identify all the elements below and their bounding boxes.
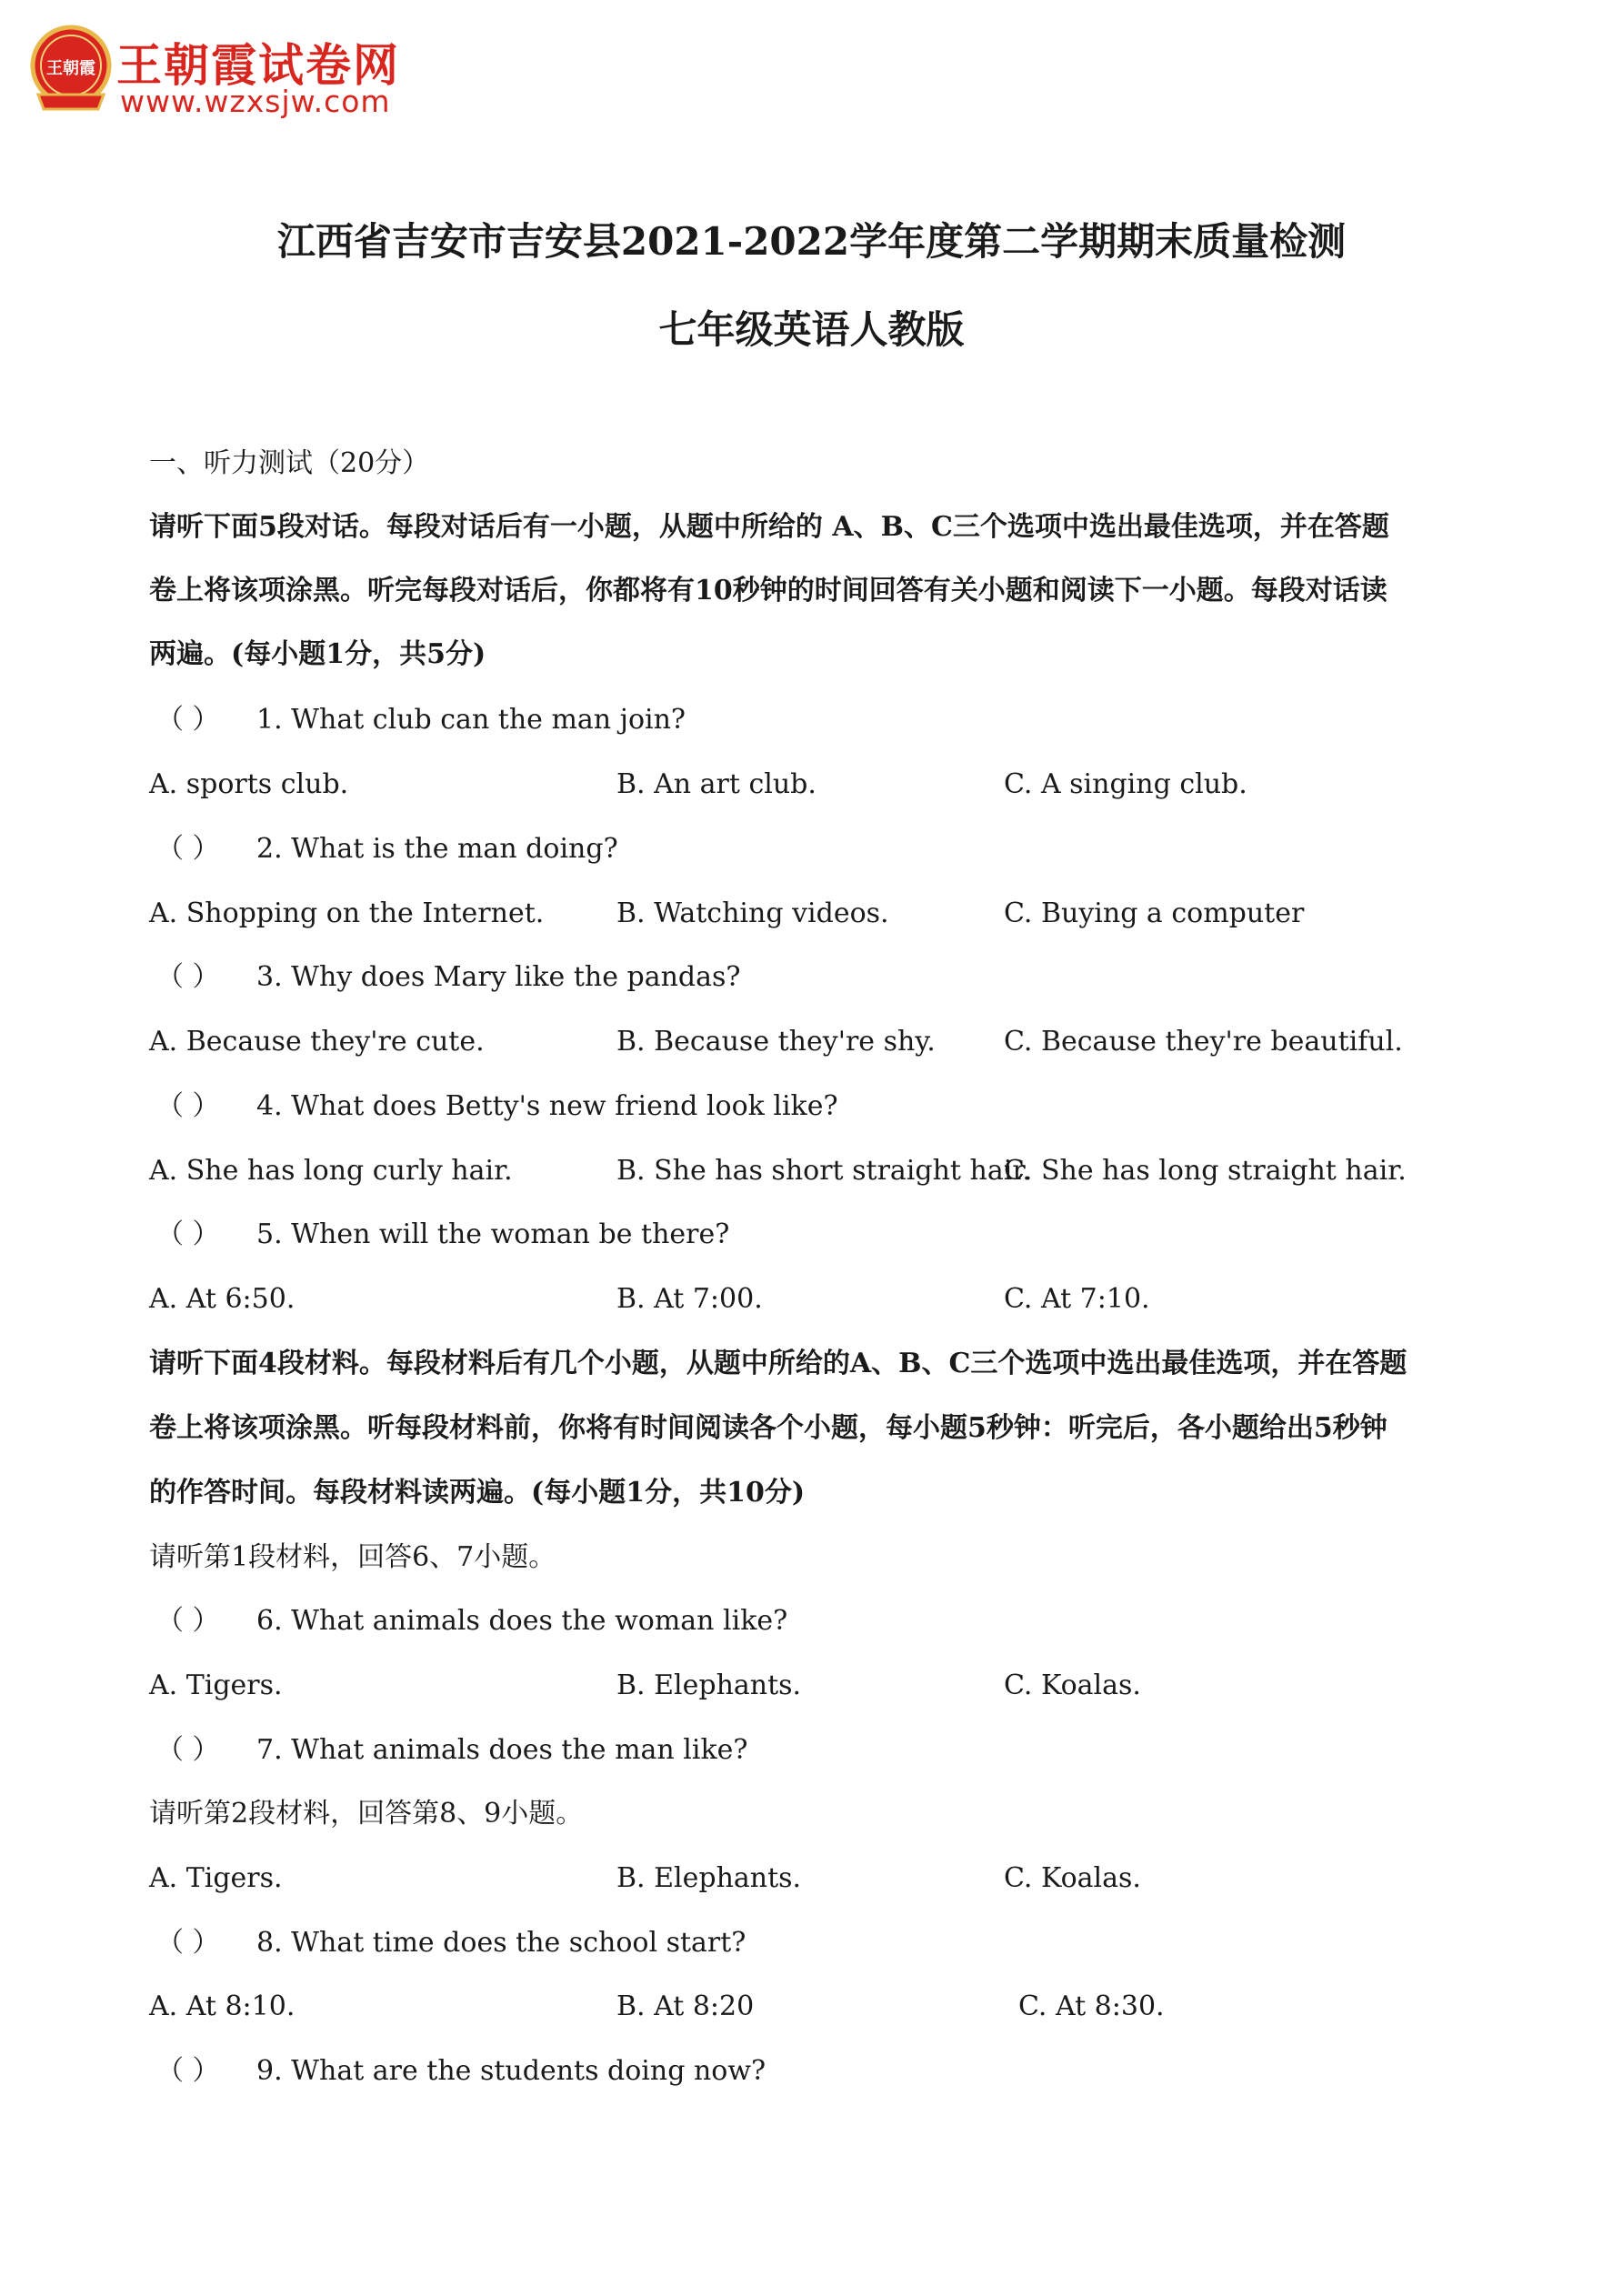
answer-blank[interactable]: （ ） (156, 704, 220, 736)
question-text: 5. When will the woman be there? (256, 1218, 730, 1250)
section-heading: 一、听力测试（20分） (149, 447, 430, 479)
option-a[interactable]: A. At 6:50. (149, 1283, 296, 1315)
material-note: 请听第1段材料，回答6、7小题。 (149, 1541, 556, 1573)
options-row (149, 1281, 1513, 1318)
option-b[interactable]: B. At 8:20 (616, 1990, 755, 2022)
option-a[interactable]: A. sports club. (149, 768, 349, 800)
document-subtitle: 七年级英语人教版 (658, 307, 965, 352)
instruction-line: 的作答时间。每段材料读两遍。(每小题1分，共10分) (149, 1477, 806, 1509)
option-c[interactable]: C. She has long straight hair. (1004, 1155, 1407, 1187)
option-b[interactable]: B. An art club. (616, 768, 817, 800)
options-row (149, 767, 1513, 803)
material-note: 请听第2段材料，回答第8、9小题。 (149, 1798, 584, 1830)
options-row (149, 1153, 1513, 1189)
answer-blank[interactable]: （ ） (156, 961, 220, 993)
option-c[interactable]: C. Koalas. (1004, 1862, 1141, 1894)
question (156, 1925, 746, 1961)
question-text: 9. What are the students doing now? (256, 2055, 766, 2087)
option-a[interactable]: A. Tigers. (149, 1862, 283, 1894)
answer-blank[interactable]: （ ） (156, 1218, 220, 1250)
option-a[interactable]: A. She has long curly hair. (149, 1155, 513, 1187)
answer-blank[interactable]: （ ） (156, 1605, 220, 1637)
option-b[interactable]: B. At 7:00. (616, 1283, 763, 1315)
instruction-line: 请听下面5段对话。每段对话后有一小题，从题中所给的 A、B、C三个选项中选出最佳选项，并在答题 (149, 511, 1389, 543)
option-a[interactable]: A. Tigers. (149, 1669, 283, 1701)
document-title: 江西省吉安市吉安县2021-2022学年度第二学期期末质量检测 (276, 219, 1347, 264)
logo-url[interactable]: www.wzxsjw.com (120, 84, 391, 119)
option-a[interactable]: A. Shopping on the Internet. (149, 897, 545, 929)
answer-blank[interactable]: （ ） (156, 2055, 220, 2087)
question-text: 8. What time does the school start? (256, 1927, 746, 1959)
option-c[interactable]: C. At 7:10. (1004, 1283, 1150, 1315)
question-text: 7. What animals does the man like? (256, 1734, 748, 1766)
option-c[interactable]: C. Because they're beautiful. (1004, 1026, 1403, 1058)
logo-badge-text: 王朝霞 (46, 59, 95, 78)
logo-badge-icon (25, 24, 116, 115)
option-c[interactable]: C. At 8:30. (1018, 1990, 1165, 2022)
question-text: 2. What is the man doing? (256, 833, 618, 865)
instruction-line: 请听下面4段材料。每段材料后有几个小题，从题中所给的A、B、C三个选项中选出最佳选项，并在答题 (149, 1348, 1408, 1379)
logo-name: 王朝霞试卷网 (116, 39, 400, 92)
options-row (149, 1860, 1513, 1897)
options-row (149, 896, 1513, 932)
question-text: 6. What animals does the woman like? (256, 1605, 788, 1637)
site-logo (25, 24, 407, 124)
question-text: 3. Why does Mary like the pandas? (256, 961, 741, 993)
answer-blank[interactable]: （ ） (156, 833, 220, 865)
answer-blank[interactable]: （ ） (156, 1090, 220, 1122)
question (156, 702, 686, 738)
question-text: 4. What does Betty's new friend look like? (256, 1090, 838, 1122)
option-b[interactable]: B. Elephants. (616, 1669, 802, 1701)
instruction-line: 卷上将该项涂黑。听完每段对话后，你都将有10秒钟的时间回答有关小题和阅读下一小题。每段对话读 (149, 575, 1388, 607)
option-b[interactable]: B. Because they're shy. (616, 1026, 936, 1058)
options-row (149, 1989, 1513, 2025)
option-a[interactable]: A. At 8:10. (149, 1990, 296, 2022)
option-c[interactable]: C. Koalas. (1004, 1669, 1141, 1701)
instruction-line: 两遍。(每小题1分，共5分) (149, 638, 486, 670)
options-row (149, 1668, 1513, 1704)
option-b[interactable]: B. Watching videos. (616, 897, 889, 929)
question (156, 1088, 838, 1125)
question (156, 1603, 787, 1639)
options-row (149, 1024, 1513, 1060)
question-text: 1. What club can the man join? (256, 704, 686, 736)
question (156, 831, 618, 867)
question (156, 2053, 766, 2090)
question (156, 1732, 747, 1769)
instruction-line: 卷上将该项涂黑。听每段材料前，你将有时间阅读各个小题，每小题5秒钟：听完后，各小题给出5秒钟 (149, 1412, 1388, 1444)
answer-blank[interactable]: （ ） (156, 1927, 220, 1959)
option-c[interactable]: C. A singing club. (1004, 768, 1247, 800)
option-b[interactable]: B. Elephants. (616, 1862, 802, 1894)
answer-blank[interactable]: （ ） (156, 1734, 220, 1766)
question (156, 959, 741, 996)
option-a[interactable]: A. Because they're cute. (149, 1026, 485, 1058)
option-b[interactable]: B. She has short straight hair. (616, 1155, 1031, 1187)
option-c[interactable]: C. Buying a computer (1004, 897, 1305, 929)
question (156, 1217, 729, 1253)
